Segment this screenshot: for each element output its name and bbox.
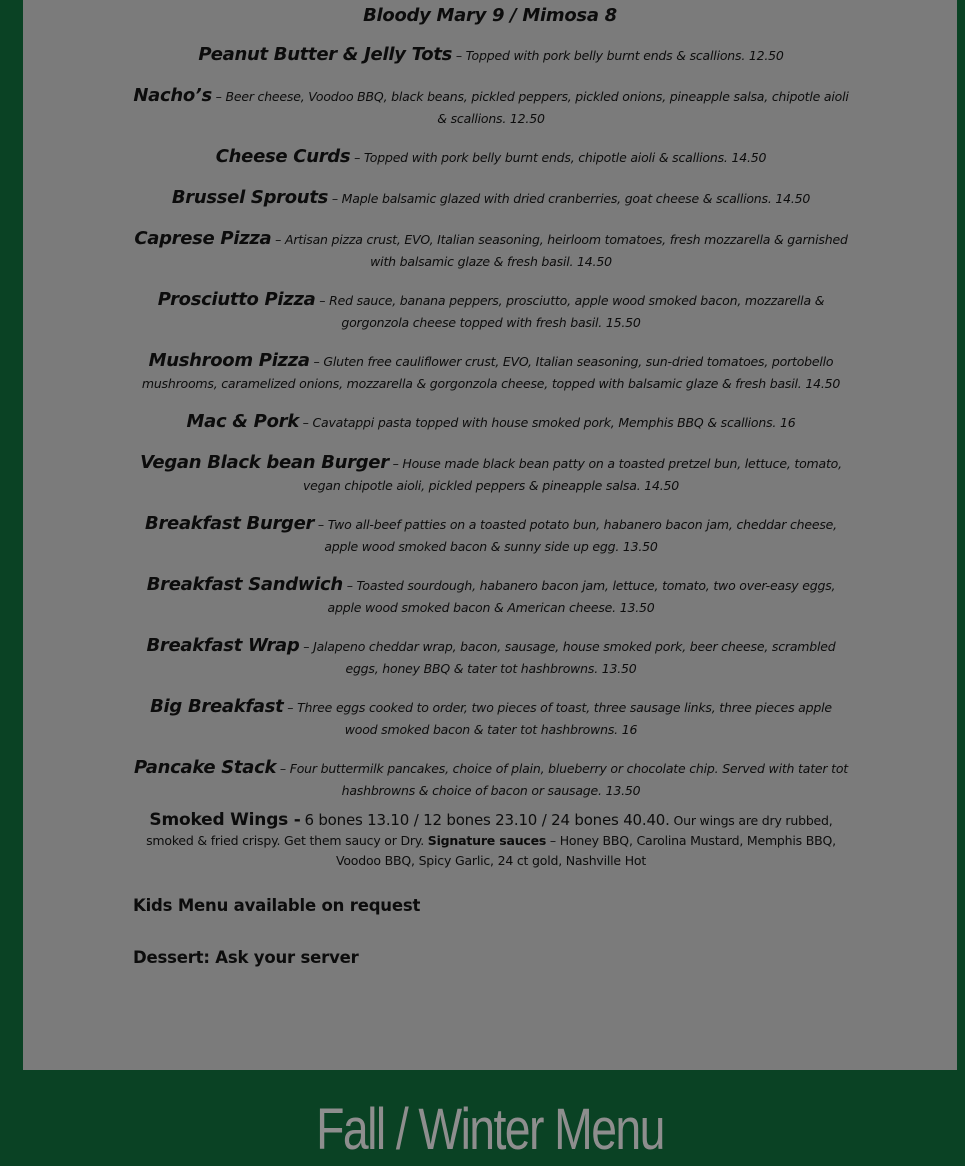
menu-item-desc: – Gluten free cauliflower crust, EVO, Italian seasoning, sun-dried tomatoes, portobello mushrooms, caramelized onions, mozzarella & gorgonzola cheese, topped with balsamic glaze & fresh basil. 14.50 — [141, 354, 841, 391]
menu-item — [133, 452, 849, 497]
menu-item-desc: – Topped with pork belly burnt ends, chipotle aioli & scallions. 14.50 — [354, 150, 767, 165]
menu-item — [133, 574, 849, 619]
menu-item-name: Vegan Black bean Burger — [140, 452, 389, 473]
menu-title: Fall / Winter Menu — [316, 1097, 664, 1162]
kids-menu-note: Kids Menu available on request — [133, 896, 421, 915]
menu-item-name: Breakfast Wrap — [146, 635, 300, 656]
menu-item-name: Prosciutto Pizza — [157, 289, 316, 310]
menu-item — [133, 44, 849, 67]
menu-item — [133, 757, 849, 802]
menu-item-desc: – Toasted sourdough, habanero bacon jam, lettuce, tomato, two over-easy eggs, apple wood smoked bacon & American cheese. 13.50 — [327, 578, 836, 615]
menu-item — [133, 85, 849, 130]
menu-item-desc: – Maple balsamic glazed with dried cranberries, goat cheese & scallions. 14.50 — [331, 191, 811, 206]
menu-item-desc: – Three eggs cooked to order, two pieces of toast, three sausage links, three pieces apple wood smoked bacon & tater tot hashbrowns. 16 — [287, 700, 832, 737]
menu-item-name: Cheese Curds — [215, 146, 351, 167]
menu-item — [133, 513, 849, 558]
menu-item-desc: – Red sauce, banana peppers, prosciutto, apple wood smoked bacon, mozzarella & gorgonzola cheese topped with fresh basil. 15.50 — [319, 293, 825, 330]
menu-item-name: Peanut Butter & Jelly Tots — [198, 44, 453, 65]
menu-item-desc: – House made black bean patty on a toasted pretzel bun, lettuce, tomato, vegan chipotle aioli, pickled peppers & pineapple salsa. 14.50 — [302, 456, 842, 493]
menu-item-name: Mushroom Pizza — [148, 350, 310, 371]
wings-sauces: – Honey BBQ, Carolina Mustard, Memphis BBQ, Voodoo BBQ, Spicy Garlic, 24 ct gold, Nashville Hot — [335, 833, 836, 868]
menu-item-desc: – Cavatappi pasta topped with house smoked pork, Memphis BBQ & scallions. 16 — [302, 415, 796, 430]
menu-item-desc: – Topped with pork belly burnt ends & scallions. 12.50 — [455, 48, 784, 63]
wings-name: Smoked Wings - — [149, 810, 301, 830]
menu-item-name: Caprese Pizza — [134, 228, 272, 249]
menu-item-name: Nacho’s — [133, 85, 212, 106]
menu-item — [133, 350, 849, 395]
menu-item — [133, 228, 849, 273]
menu-sheet — [23, 0, 957, 1070]
menu-item-name: Breakfast Sandwich — [146, 574, 343, 595]
menu-item-desc: – Two all-beef patties on a toasted potato bun, habanero bacon jam, cheddar cheese, apple wood smoked bacon & sunny side up egg. 13.50 — [317, 517, 837, 554]
menu-item — [133, 146, 849, 169]
menu-item-name: Breakfast Burger — [145, 513, 315, 534]
menu-item-desc: – Beer cheese, Voodoo BBQ, black beans, pickled peppers, pickled onions, pineapple salsa, chipotle aioli & scallions. 12.50 — [215, 89, 849, 126]
menu-item-name: Mac & Pork — [186, 411, 299, 432]
menu-item-desc: – Four buttermilk pancakes, choice of plain, blueberry or chocolate chip. Served with tater tot hashbrowns & choice of bacon or sausage. 13.50 — [279, 761, 848, 798]
smoked-wings-item — [133, 810, 849, 871]
menu-item — [133, 187, 849, 210]
wings-prices: 6 bones 13.10 / 12 bones 23.10 / 24 bones 40.40. — [304, 811, 670, 829]
menu-item — [133, 411, 849, 434]
menu-item-name: Brussel Sprouts — [171, 187, 329, 208]
drinks-line: Bloody Mary 9 / Mimosa 8 — [363, 5, 617, 26]
dessert-note: Dessert: Ask your server — [133, 948, 359, 967]
wings-desc: Our wings are dry rubbed, smoked & fried crispy. Get them saucy or Dry. — [146, 813, 833, 848]
menu-item-name: Big Breakfast — [150, 696, 284, 717]
menu-item-name: Pancake Stack — [134, 757, 277, 778]
menu-item — [133, 289, 849, 334]
menu-item-desc: – Jalapeno cheddar wrap, bacon, sausage, house smoked pork, beer cheese, scrambled eggs, honey BBQ & tater tot hashbrowns. 13.50 — [303, 639, 836, 676]
wings-sauces-label: Signature sauces — [427, 833, 547, 848]
menu-item — [133, 696, 849, 741]
menu-items-list — [133, 44, 849, 818]
menu-item-desc: – Artisan pizza crust, EVO, Italian seasoning, heirloom tomatoes, fresh mozzarella & garnished with balsamic glaze & fresh basil. 14.50 — [275, 232, 848, 269]
menu-item — [133, 635, 849, 680]
